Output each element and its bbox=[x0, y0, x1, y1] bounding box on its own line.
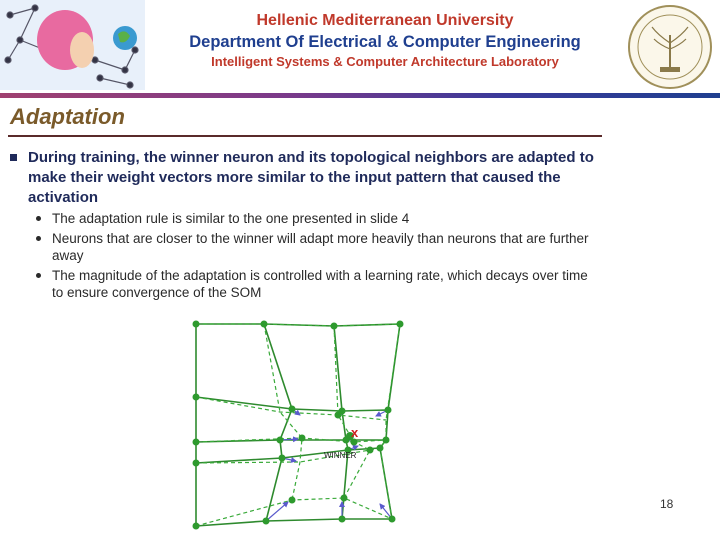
sub-bullet-item bbox=[34, 210, 598, 227]
slide-content bbox=[8, 148, 598, 304]
slide-header bbox=[0, 0, 720, 95]
university-seal-image bbox=[622, 3, 718, 91]
header-divider-band bbox=[0, 93, 720, 98]
title-underline bbox=[8, 135, 602, 137]
adapted-grid-lines bbox=[196, 324, 400, 526]
som-adaptation-diagram bbox=[180, 312, 420, 537]
dot-bullet-icon bbox=[36, 216, 41, 221]
winner-label: WINNER bbox=[324, 451, 357, 460]
page-number: 18 bbox=[660, 497, 674, 511]
original-grid-lines bbox=[196, 324, 400, 526]
sub-bullet-list bbox=[8, 210, 598, 301]
main-bullet-text: During training, the winner neuron and its topological neighbors are adapted to make their weight vectors more similar to the input pattern that caused the activation bbox=[28, 149, 594, 206]
sub-bullet-text: Neurons that are closer to the winner will adapt more heavily than neurons that are further away bbox=[52, 231, 589, 263]
dot-bullet-icon bbox=[36, 273, 41, 278]
lab-logo-image bbox=[0, 0, 145, 90]
dot-bullet-icon bbox=[36, 236, 41, 241]
sub-bullet-item bbox=[34, 267, 598, 301]
input-marker: x bbox=[351, 425, 359, 440]
neuron-nodes bbox=[193, 321, 404, 530]
lab-name: Intelligent Systems & Computer Architecture Laboratory bbox=[211, 54, 559, 69]
university-name: Hellenic Mediterranean University bbox=[256, 12, 514, 29]
square-bullet-icon bbox=[10, 154, 17, 161]
sub-bullet-text: The adaptation rule is similar to the one presented in slide 4 bbox=[52, 211, 410, 226]
sub-bullet-item bbox=[34, 230, 598, 264]
main-bullet bbox=[8, 148, 598, 208]
slide-title: Adaptation bbox=[10, 104, 125, 129]
department-name: Department Of Electrical & Computer Engineering bbox=[189, 33, 581, 51]
sub-bullet-text: The magnitude of the adaptation is controlled with a learning rate, which decays over time to ensure convergence of the SOM bbox=[52, 268, 588, 300]
